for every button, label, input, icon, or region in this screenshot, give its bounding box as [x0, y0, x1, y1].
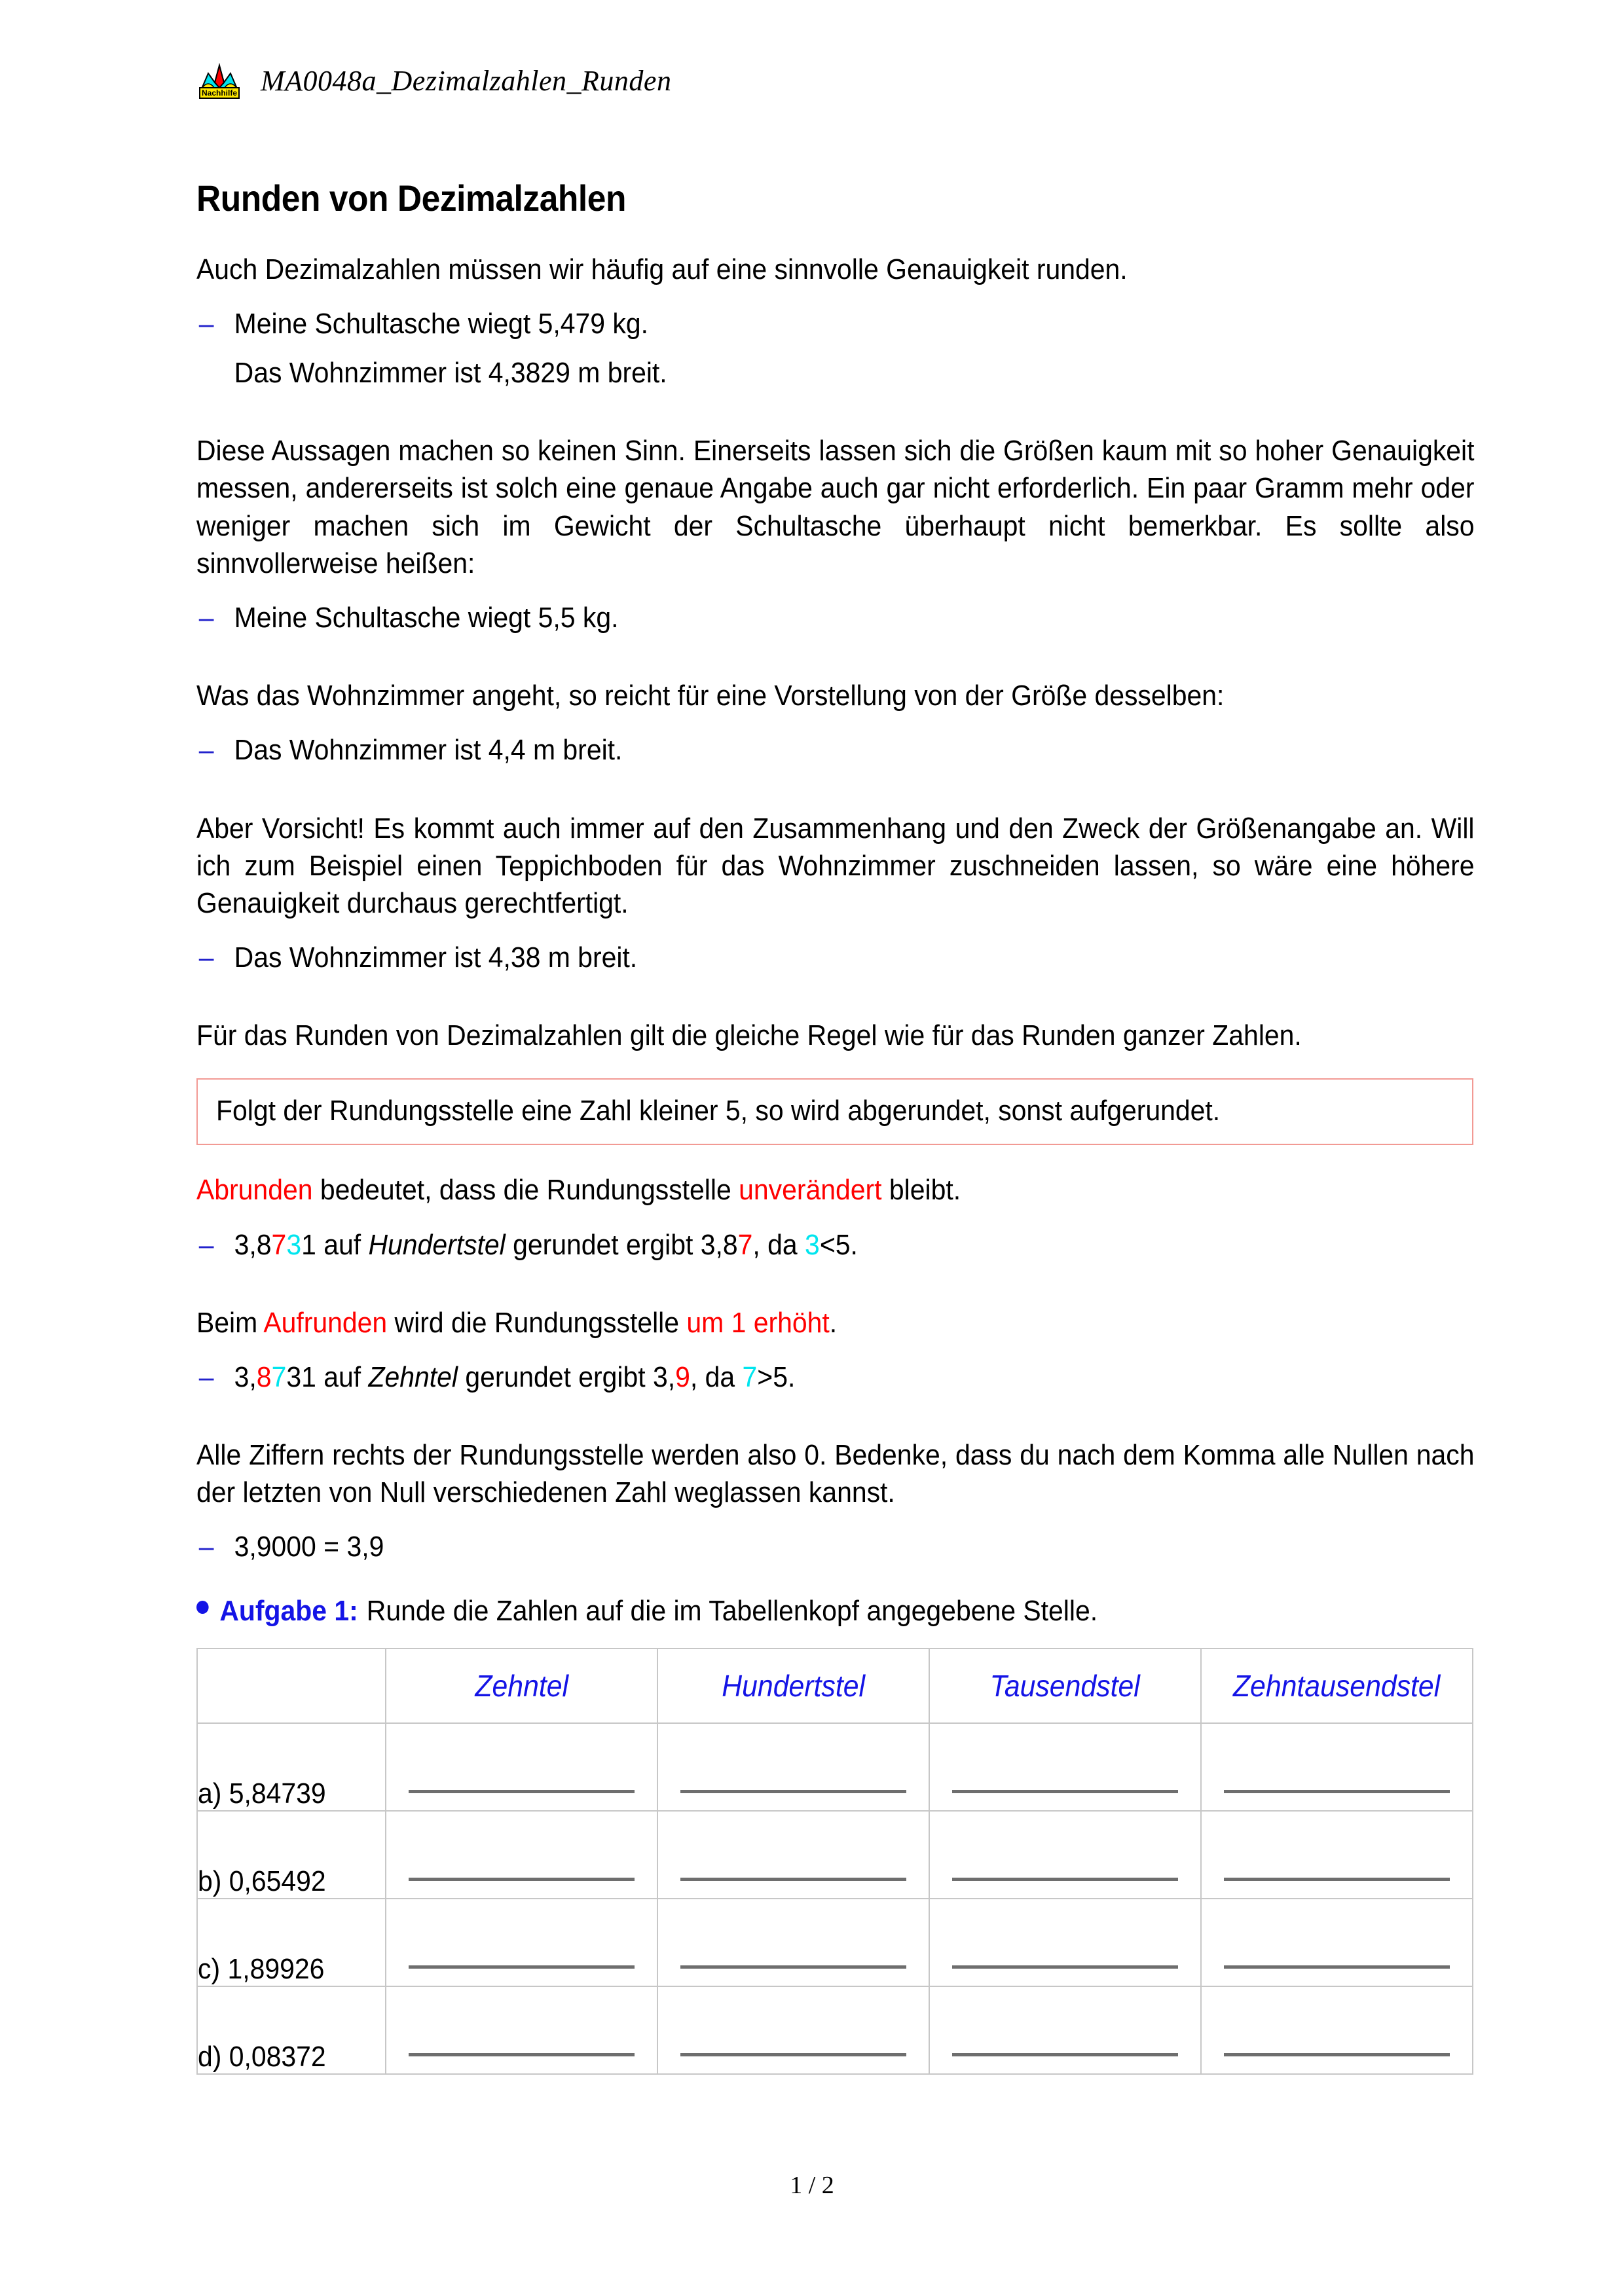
answer-line: [680, 2053, 906, 2056]
aufgabe-heading: [196, 1592, 1475, 1630]
abrunden-paragraph: [196, 1171, 1475, 1209]
aufrunden-next-digit: 7: [271, 1360, 287, 1393]
aufrunden-example-list: [196, 1358, 1475, 1396]
table-row: [197, 1986, 1473, 2074]
table-corner-cell: [197, 1649, 386, 1723]
aufrunden-place: Zehntel: [368, 1360, 458, 1393]
example-list-2: [196, 599, 1475, 636]
abrunden-num-suffix: 1: [301, 1228, 316, 1261]
answer-cell-b-tausendstel[interactable]: [929, 1811, 1201, 1899]
aufrunden-reason-digit: 7: [742, 1360, 758, 1393]
document-code: MA0048a_Dezimalzahlen_Runden: [261, 64, 672, 97]
example-list-3: [196, 731, 1475, 769]
table-header-hundertstel: Hundertstel: [657, 1649, 929, 1723]
answer-line: [952, 1790, 1178, 1793]
abrunden-num-prefix: 3,8: [234, 1228, 272, 1261]
abrunden-reason-lead: , da: [752, 1228, 805, 1261]
bullet-dot-icon: [196, 1601, 209, 1614]
answer-line: [1224, 2053, 1450, 2056]
list-item-label: Meine Schultasche wiegt 5,479 kg.: [234, 307, 649, 340]
aufrunden-mid: auf: [316, 1360, 369, 1393]
list-item: [196, 1528, 1512, 1565]
aufrunden-emphasis: um 1 erhöht: [686, 1306, 830, 1339]
abrunden-emphasis: unverändert: [739, 1174, 882, 1207]
paragraph-6: Alle Ziffern rechts der Rundungsstelle werden also 0. Bedenke, dass du nach dem Komma alle Nullen nach der letzten von Null verschiedenen Zahl weglassen kannst.: [196, 1439, 1475, 1509]
answer-cell-b-zehntausendstel[interactable]: [1201, 1811, 1473, 1899]
answer-cell-a-zehntel[interactable]: [386, 1723, 657, 1811]
answer-line: [1224, 1790, 1450, 1793]
list-item: [196, 599, 1512, 636]
aufrunden-keyword: Aufrunden: [263, 1306, 388, 1339]
abrunden-reason-digit: 3: [805, 1228, 820, 1261]
list-item-label: Das Wohnzimmer ist 4,3829 m breit.: [234, 357, 667, 390]
page-footer: [0, 2171, 1624, 2200]
aufrunden-lead: Beim: [196, 1306, 264, 1339]
aufrunden-round-digit: 8: [256, 1360, 272, 1393]
dash-bullet-icon: –: [198, 1360, 214, 1393]
aufrunden-reason-tail: >5.: [757, 1360, 796, 1393]
abrunden-example-list: [196, 1226, 1475, 1264]
answer-line: [952, 2053, 1178, 2056]
answer-cell-d-tausendstel[interactable]: [929, 1986, 1201, 2074]
example-list-1: [196, 305, 1475, 392]
aufrunden-num-prefix: 3,: [234, 1360, 257, 1393]
table-row-label: a) 5,84739: [197, 1723, 386, 1811]
answer-line: [409, 1878, 635, 1881]
abrunden-next-digit: 3: [286, 1228, 302, 1261]
document-body: [196, 178, 1475, 2075]
list-item: [196, 939, 1512, 976]
abrunden-text-1: bedeutet, dass die Rundungsstelle: [312, 1174, 739, 1207]
answer-line: [952, 1965, 1178, 1969]
list-item: [196, 731, 1512, 769]
list-item: [196, 1358, 1512, 1396]
page-header: [196, 60, 671, 101]
answer-cell-a-zehntausendstel[interactable]: [1201, 1723, 1473, 1811]
rounding-exercise-table: [196, 1648, 1473, 2075]
abrunden-round-digit: 7: [271, 1228, 287, 1261]
answer-line: [409, 1965, 635, 1969]
abrunden-text-2: bleibt.: [881, 1174, 961, 1207]
answer-cell-c-zehntausendstel[interactable]: [1201, 1899, 1473, 1986]
list-item: [196, 305, 1512, 342]
list-item: [196, 354, 1512, 392]
list-item-label: Meine Schultasche wiegt 5,5 kg.: [234, 602, 619, 634]
table-row-label: c) 1,89926: [197, 1899, 386, 1986]
answer-cell-b-zehntel[interactable]: [386, 1811, 657, 1899]
paragraph-4: Aber Vorsicht! Es kommt auch immer auf den Zusammenhang und den Zweck der Größenangabe an. Will ich zum Beispiel einen Teppichboden für das Wohnzimmer zuschneiden lassen, so wäre eine höhere Genauigkeit durchaus gerechtfertigt.: [196, 812, 1475, 919]
page-number: 1 / 2: [790, 2172, 834, 2199]
dash-bullet-icon: –: [198, 1531, 214, 1563]
answer-line: [680, 1790, 906, 1793]
answer-line: [409, 1790, 635, 1793]
dash-bullet-icon: –: [198, 307, 214, 340]
abrunden-after-place: gerundet ergibt 3,8: [505, 1228, 738, 1261]
answer-line: [680, 1965, 906, 1969]
table-row: [197, 1811, 1473, 1899]
logo-text: Nachhilfe: [201, 88, 238, 98]
table-row-label: d) 0,08372: [197, 1986, 386, 2074]
aufrunden-paragraph: [196, 1304, 1475, 1341]
abrunden-reason-tail: <5.: [819, 1228, 858, 1261]
list-item: [196, 1226, 1512, 1264]
answer-line: [409, 2053, 635, 2056]
aufrunden-num-suffix: 31: [286, 1360, 316, 1393]
answer-cell-d-hundertstel[interactable]: [657, 1986, 929, 2074]
answer-line: [952, 1878, 1178, 1881]
aufrunden-tail: .: [829, 1306, 838, 1339]
dash-bullet-icon: –: [198, 1228, 214, 1261]
answer-cell-a-hundertstel[interactable]: [657, 1723, 929, 1811]
aufgabe-text: Runde die Zahlen auf die im Tabellenkopf angegebene Stelle.: [366, 1594, 1098, 1627]
list-item-label: 3,9000 = 3,9: [234, 1531, 384, 1563]
rounding-rule-text: Folgt der Rundungsstelle eine Zahl kleiner 5, so wird abgerundet, sonst aufgerundet.: [216, 1094, 1221, 1127]
table-header-row: [197, 1649, 1473, 1723]
answer-line: [1224, 1965, 1450, 1969]
paragraph-2: Diese Aussagen machen so keinen Sinn. Einerseits lassen sich die Größen kaum mit so hoher Genauigkeit messen, andererseits ist solch eine genaue Angabe auch gar nicht erforderlich. Ein paar Gramm mehr oder weniger machen sich im Gewicht der Schultasche überhaupt nicht bemerkbar. Es sollte also sinnvollerweise heißen:: [196, 435, 1475, 579]
aufrunden-middle: wird die Rundungsstelle: [387, 1306, 687, 1339]
table-header-zehntel: Zehntel: [386, 1649, 657, 1723]
aufgabe-label: Aufgabe 1:: [219, 1594, 358, 1627]
example-list-5: [196, 1528, 1475, 1565]
dash-bullet-icon: –: [198, 734, 214, 767]
table-row: [197, 1723, 1473, 1811]
answer-line: [1224, 1878, 1450, 1881]
abrunden-keyword: Abrunden: [196, 1174, 313, 1207]
example-list-4: [196, 939, 1475, 976]
table-header-tausendstel: Tausendstel: [929, 1649, 1201, 1723]
intro-paragraph: Auch Dezimalzahlen müssen wir häufig auf eine sinnvolle Genauigkeit runden.: [196, 253, 1128, 285]
answer-cell-d-zehntausendstel[interactable]: [1201, 1986, 1473, 2074]
table-row-label: b) 0,65492: [197, 1811, 386, 1899]
answer-cell-b-hundertstel[interactable]: [657, 1811, 929, 1899]
paragraph-3: Was das Wohnzimmer angeht, so reicht für eine Vorstellung von der Größe desselben:: [196, 680, 1225, 712]
aufrunden-reason-lead: , da: [690, 1360, 743, 1393]
answer-cell-c-zehntel[interactable]: [386, 1899, 657, 1986]
abrunden-result-digit: 7: [737, 1228, 753, 1261]
abrunden-place: Hundertstel: [368, 1228, 506, 1261]
dash-bullet-icon: –: [198, 941, 214, 974]
answer-cell-c-tausendstel[interactable]: [929, 1899, 1201, 1986]
rounding-rule-box: [196, 1078, 1473, 1146]
nachhilfe-logo-icon: [196, 60, 242, 101]
table-header-zehntausendstel: Zehntausendstel: [1201, 1649, 1473, 1723]
abrunden-mid: auf: [316, 1228, 369, 1261]
table-row: [197, 1899, 1473, 1986]
list-item-label: Das Wohnzimmer ist 4,38 m breit.: [234, 941, 638, 974]
answer-line: [680, 1878, 906, 1881]
answer-cell-a-tausendstel[interactable]: [929, 1723, 1201, 1811]
page-title: Runden von Dezimalzahlen: [196, 177, 626, 219]
aufrunden-after-place: gerundet ergibt 3,: [457, 1360, 676, 1393]
dash-bullet-icon: –: [198, 602, 214, 634]
answer-cell-d-zehntel[interactable]: [386, 1986, 657, 2074]
aufrunden-result-digit: 9: [675, 1360, 690, 1393]
list-item-label: Das Wohnzimmer ist 4,4 m breit.: [234, 734, 623, 767]
paragraph-5: Für das Runden von Dezimalzahlen gilt die gleiche Regel wie für das Runden ganzer Zahlen.: [196, 1019, 1302, 1052]
answer-cell-c-hundertstel[interactable]: [657, 1899, 929, 1986]
